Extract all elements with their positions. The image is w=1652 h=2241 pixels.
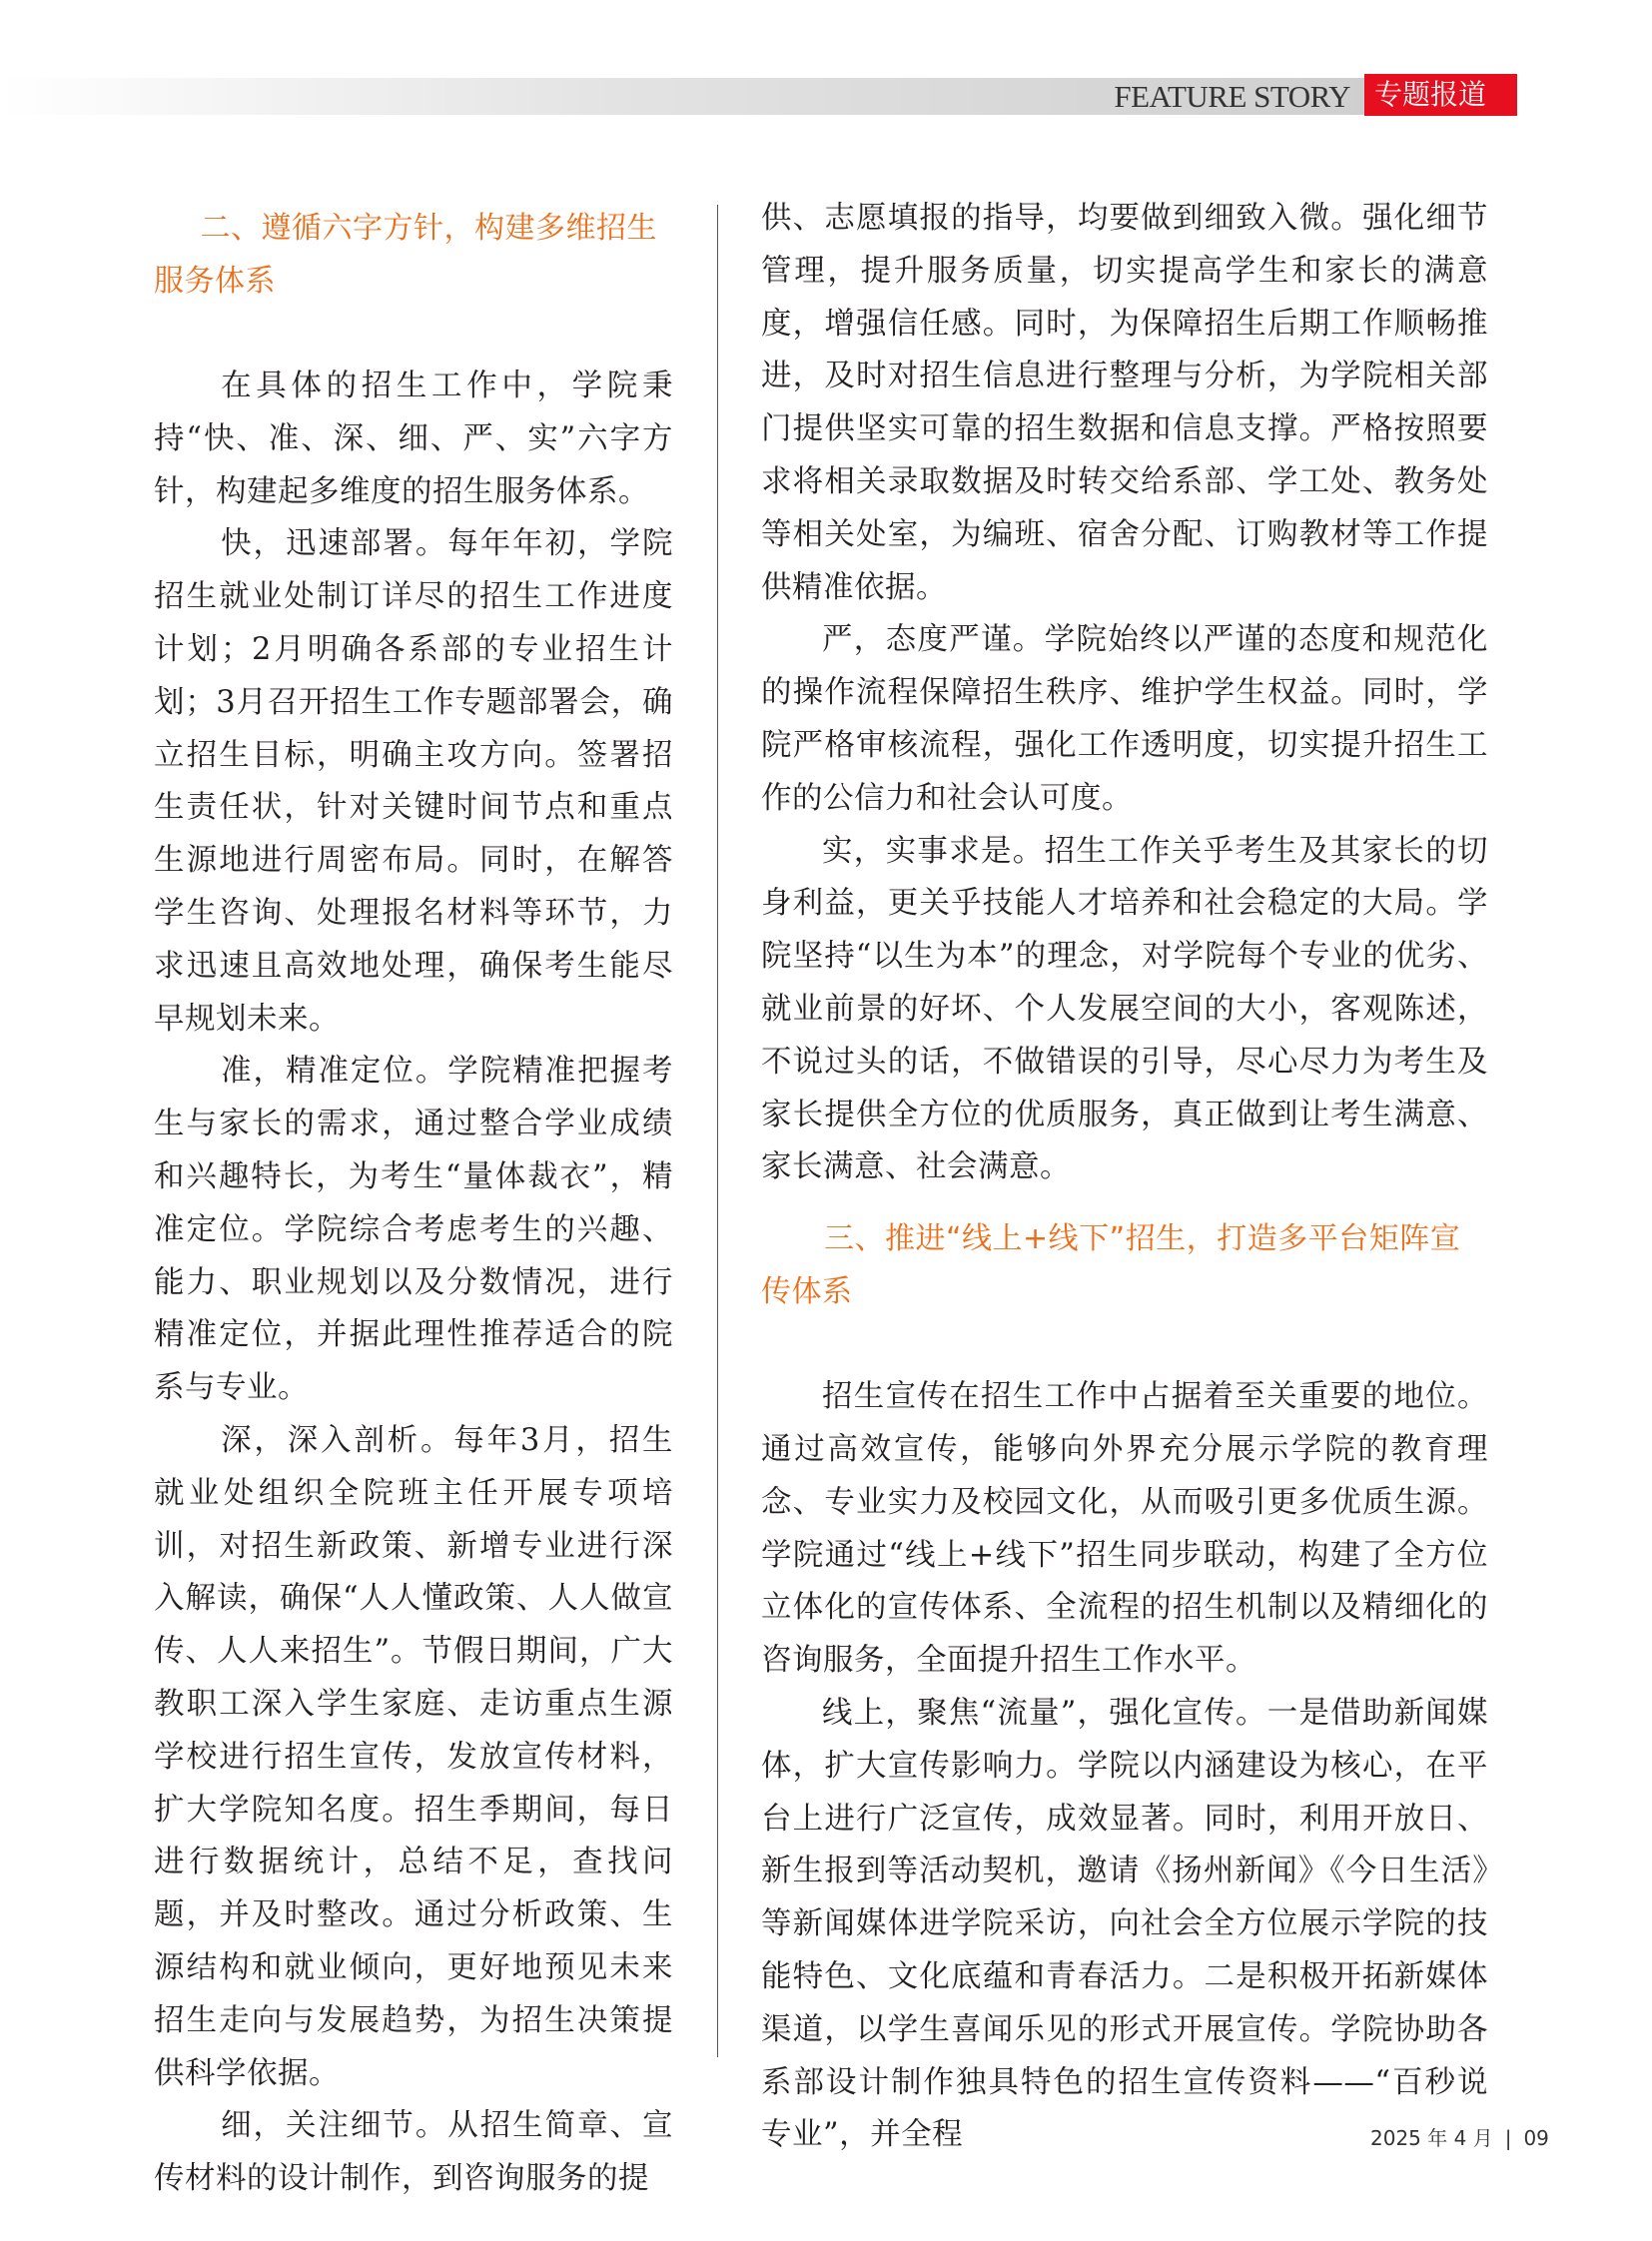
right-column bbox=[761, 193, 1488, 2162]
paragraph: 深，深入剖析。每年3月，招生就业处组织全院班主任开展专项培训，对招生新政策、新增专业进行深入解读，确保“人人懂政策、人人做宣传、人人来招生”。节假日期间，广大教职工深入学生家庭、走访重点生源学校进行招生宣传，发放宣传材料，扩大学院知名度。招生季期间，每日进行数据统计，总结不足，查找问题，并及时整改。通过分析政策、生源结构和就业倾向，更好地预见未来招生走向与发展趋势，为招生决策提供科学依据。 bbox=[154, 1422, 673, 2091]
paragraph: 准，精准定位。学院精准把握考生与家长的需求，通过整合学业成绩和兴趣特长，为考生“量体裁衣”，精准定位。学院综合考虑考生的兴趣、能力、职业规划以及分数情况，进行精准定位，并据此理性推荐适合的院系与专业。 bbox=[154, 1054, 673, 1406]
paragraph: 线上，聚焦“流量”，强化宣传。一是借助新闻媒体，扩大宣传影响力。学院以内涵建设为核心，在平台上进行广泛宣传，成效显著。同时，利用开放日、新生报到等活动契机，邀请《扬州新闻》《今日生活》等新闻媒体进学院采访，向社会全方位展示学院的技能特色、文化底蕴和青春活力。二是积极开拓新媒体渠道，以学生喜闻乐见的形式开展宣传。学院协助各系部设计制作独具特色的招生宣传资料——“百秒说专业”，并全程 bbox=[761, 1695, 1488, 2153]
column-divider bbox=[717, 205, 718, 2057]
section-title-cn: 专题报道 bbox=[1364, 74, 1517, 116]
page-footer bbox=[1370, 2122, 1549, 2151]
page-number: 09 bbox=[1523, 2126, 1549, 2150]
section-heading-three: 三、推进“线上+线下”招生，打造多平台矩阵宣传体系 bbox=[761, 1221, 1461, 1310]
paragraph: 招生宣传在招生工作中占据着至关重要的地位。通过高效宣传，能够向外界充分展示学院的教育理念、专业实力及校园文化，从而吸引更多优质生源。学院通过“线上+线下”招生同步联动，构建了全方位立体化的宣传体系、全流程的招生机制以及精细化的咨询服务，全面提升招生工作水平。 bbox=[761, 1379, 1488, 1679]
paragraph: 严，态度严谨。学院始终以严谨的态度和规范化的操作流程保障招生秩序、维护学生权益。同时，学院严格审核流程，强化工作透明度，切实提升招生工作的公信力和社会认可度。 bbox=[761, 622, 1488, 816]
paragraph: 快，迅速部署。每年年初，学院招生就业处制订详尽的招生工作进度计划；2月明确各系部的专业招生计划；3月召开招生工作专题部署会，确立招生目标，明确主攻方向。签署招生责任状，针对关键时间节点和重点生源地进行周密布局。同时，在解答学生咨询、处理报名材料等环节，力求迅速且高效地处理，确保考生能尽早规划未来。 bbox=[154, 526, 673, 1037]
paragraph: 供、志愿填报的指导，均要做到细致入微。强化细节管理，提升服务质量，切实提高学生和家长的满意度，增强信任感。同时，为保障招生后期工作顺畅推进，及时对招生信息进行整理与分析，为学院相关部门提供坚实可靠的招生数据和信息支撑。严格按照要求将相关录取数据及时转交给系部、学工处、教务处等相关处室，为编班、宿舍分配、订购教材等工作提供精准依据。 bbox=[761, 201, 1488, 605]
footer-separator: | bbox=[1504, 2126, 1512, 2150]
section-heading-two: 二、遵循六字方针，构建多维招生服务体系 bbox=[154, 211, 657, 299]
left-column bbox=[154, 202, 673, 2206]
paragraph: 细，关注细节。从招生简章、宣传材料的设计制作，到咨询服务的提 bbox=[154, 2108, 673, 2197]
paragraph: 在具体的招生工作中，学院秉持“快、准、深、细、严、实”六字方针，构建起多维度的招生服务体系。 bbox=[154, 369, 673, 509]
section-title-en: FEATURE STORY bbox=[1114, 79, 1350, 114]
issue-date: 2025 年 4 月 bbox=[1370, 2126, 1493, 2150]
paragraph: 实，实事求是。招生工作关乎考生及其家长的切身利益，更关乎技能人才培养和社会稳定的大局。学院坚持“以生为本”的理念，对学院每个专业的优劣、就业前景的好坏、个人发展空间的大小，客观陈述，不说过头的话，不做错误的引导，尽心尽力为考生及家长提供全方位的优质服务，真正做到让考生满意、家长满意、社会满意。 bbox=[761, 833, 1488, 1185]
